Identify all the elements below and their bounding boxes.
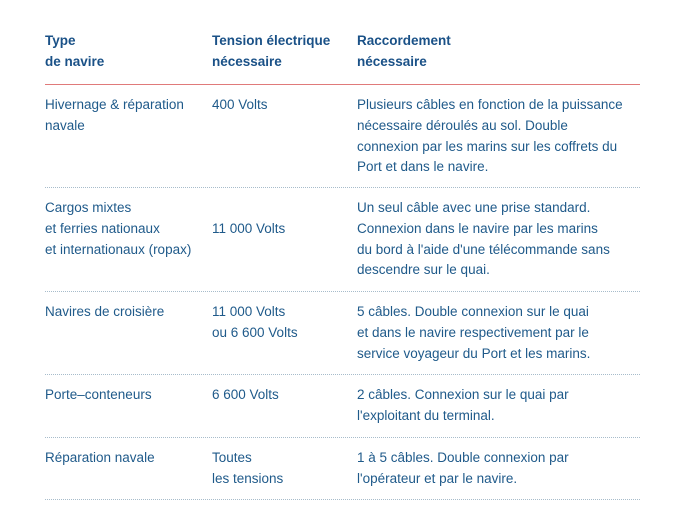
cell-raccordement: [357, 448, 640, 499]
header-text: de navire: [45, 53, 105, 69]
cell-raccordement: [357, 302, 640, 374]
header-text: Raccordement: [357, 33, 451, 48]
shore-power-table: [45, 30, 640, 500]
table-row: [45, 188, 640, 292]
cell-tension: [212, 302, 357, 374]
header-raccordement: [357, 31, 640, 84]
cell-raccordement: [357, 198, 640, 291]
cell-tension: [212, 95, 357, 187]
header-type: [45, 31, 212, 84]
header-text: nécessaire: [357, 53, 427, 69]
cell-text: Port et dans le navire.: [357, 159, 489, 175]
cell-type: [45, 385, 212, 437]
cell-tension: [212, 385, 357, 437]
cell-text: et dans le navire respectivement par le: [357, 324, 589, 340]
cell-tension: [212, 448, 357, 499]
cell-text: nécessaire déroulés au sol. Double: [357, 117, 568, 133]
table-row: [45, 292, 640, 375]
header-text: Tension électrique: [212, 33, 331, 48]
cell-text: 2 câbles. Connexion sur le quai par: [357, 387, 569, 402]
table-header: [45, 30, 640, 85]
cell-text: du bord à l'aide d'une télécommande sans: [357, 241, 610, 257]
cell-text: Cargos mixtes: [45, 200, 132, 215]
cell-text: Navires de croisière: [45, 304, 165, 319]
cell-text: et ferries nationaux: [45, 220, 160, 236]
cell-text: 1 à 5 câbles. Double connexion par: [357, 450, 569, 465]
cell-text: 400 Volts: [212, 97, 268, 112]
table-row: [45, 85, 640, 188]
cell-text: Réparation navale: [45, 450, 155, 465]
cell-type: [45, 95, 212, 187]
cell-text: connexion par les marins sur les coffrets du: [357, 138, 618, 154]
cell-text: 6 600 Volts: [212, 387, 279, 402]
cell-text: ou 6 600 Volts: [212, 324, 298, 340]
cell-text: Porte–conteneurs: [45, 387, 152, 402]
cell-type: [45, 302, 212, 374]
table-row: [45, 375, 640, 438]
cell-text: Un seul câble avec une prise standard.: [357, 200, 591, 215]
cell-text: 11 000 Volts: [212, 220, 286, 236]
cell-raccordement: [357, 95, 640, 187]
cell-text: Plusieurs câbles en fonction de la puissance: [357, 97, 623, 112]
header-text: Type: [45, 33, 76, 48]
cell-text: 11 000 Volts: [212, 304, 286, 319]
cell-text: descendre sur le quai.: [357, 262, 490, 278]
cell-raccordement: [357, 385, 640, 437]
cell-text: Hivernage & réparation: [45, 97, 184, 112]
cell-type: [45, 198, 212, 291]
cell-text: l'exploitant du terminal.: [357, 407, 495, 423]
cell-text: et internationaux (ropax): [45, 241, 192, 257]
cell-text: 5 câbles. Double connexion sur le quai: [357, 304, 589, 319]
cell-text: l'opérateur et par le navire.: [357, 470, 518, 486]
cell-text: service voyageur du Port et les marins.: [357, 345, 591, 361]
header-text: nécessaire: [212, 53, 282, 69]
cell-text: les tensions: [212, 470, 284, 486]
cell-type: [45, 448, 212, 499]
cell-text: Connexion dans le navire par les marins: [357, 220, 598, 236]
cell-text: navale: [45, 117, 85, 133]
cell-tension: [212, 198, 357, 291]
table-row: [45, 438, 640, 500]
cell-text: Toutes: [212, 450, 252, 465]
header-tension: [212, 31, 357, 84]
